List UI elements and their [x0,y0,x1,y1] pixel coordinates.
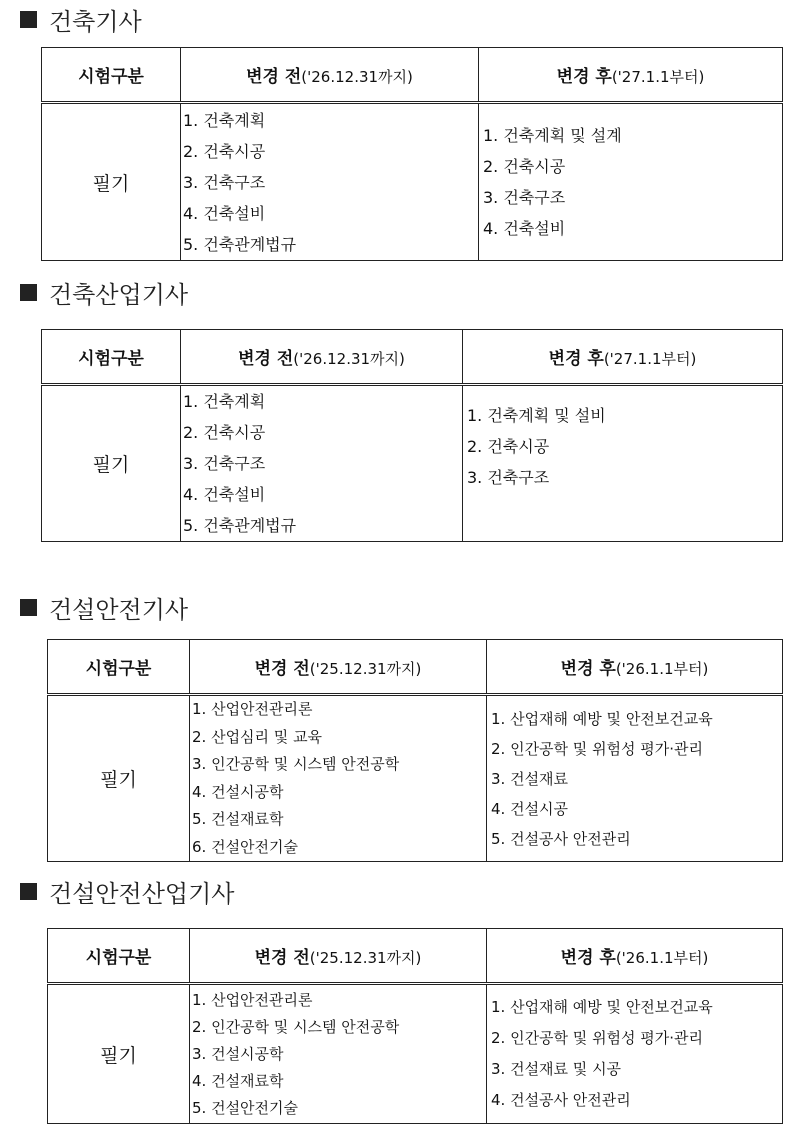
subject-item: 5. 건설안전기술 [192,1098,299,1117]
subject-item: 5. 건설공사 안전관리 [491,829,631,848]
header-before [181,330,463,385]
after-period: ('27.1.1부터) [603,350,697,368]
subject-item: 2. 인간공학 및 위험성 평가·관리 [491,739,704,758]
before-subjects-cell [190,695,487,862]
subject-item: 3. 건축구조 [483,188,566,207]
after-label: 변경 후 [548,349,604,369]
subject-item: 4. 건축설비 [183,203,266,223]
black-square-icon [20,11,37,28]
subject-item: 2. 인간공학 및 시스템 안전공학 [192,1017,400,1036]
exam-change-table [41,329,783,542]
after-label: 변경 후 [560,948,616,968]
subject-item: 6. 건설안전기술 [192,837,299,856]
subject-item: 1. 건축계획 [183,392,266,411]
section-title: 건설안전산업기사 [49,880,235,908]
table-row [48,984,783,1124]
subject-item: 4. 건축설비 [483,219,566,238]
after-label: 변경 후 [560,659,616,679]
subject-item: 4. 건설재료학 [192,1071,284,1090]
section-heading [20,2,142,37]
subject-item: 4. 건설공사 안전관리 [491,1091,631,1109]
section-title: 건축기사 [49,8,142,36]
subject-item: 1. 건축계획 및 설비 [467,406,606,425]
after-period: ('26.1.1부터) [615,949,709,967]
black-square-icon [20,284,37,301]
exam-change-table [47,639,783,862]
subject-item: 1. 산업재해 예방 및 안전보건교육 [491,998,713,1016]
header-exam-type: 시험구분 [42,48,181,103]
subject-item: 4. 건설시공 [491,799,569,818]
subject-item: 3. 건축구조 [183,172,266,192]
section-heading [20,275,188,310]
before-period: ('26.12.31까지) [293,350,405,368]
section-heading [20,874,234,909]
exam-type-cell: 필기 [48,695,190,862]
subject-item: 1. 산업재해 예방 및 안전보건교육 [491,709,713,728]
subject-item: 2. 건축시공 [467,437,550,456]
black-square-icon [20,883,37,900]
header-before [190,640,487,695]
section-title: 건축산업기사 [49,281,189,309]
header-after [487,640,783,695]
after-period: ('26.1.1부터) [615,660,709,678]
subject-item: 1. 건축계획 [183,110,266,130]
header-after [487,929,783,984]
subject-item: 5. 건축관계법규 [183,516,297,535]
subject-item: 2. 산업심리 및 교육 [192,727,323,746]
subject-item: 5. 건축관계법규 [183,234,297,254]
header-before [190,929,487,984]
subject-item: 4. 건설시공학 [192,782,284,801]
exam-type-cell: 필기 [48,984,190,1124]
subject-item: 1. 건축계획 및 설계 [483,126,622,145]
exam-type-cell: 필기 [42,103,181,261]
before-period: ('25.12.31까지) [309,949,422,967]
subject-item: 1. 산업안전관리론 [192,990,313,1009]
exam-change-table [47,928,783,1124]
before-label: 변경 전 [238,349,294,369]
subject-item: 2. 건축시공 [183,141,266,161]
after-subjects-cell [479,103,783,261]
before-label: 변경 전 [254,659,310,679]
subject-item: 4. 건축설비 [183,485,266,504]
before-label: 변경 전 [254,948,310,968]
subject-item: 3. 건설시공학 [192,1044,284,1063]
before-period: ('26.12.31까지) [301,68,413,86]
header-exam-type: 시험구분 [42,330,181,385]
header-exam-type: 시험구분 [48,640,190,695]
table-row [42,385,783,542]
subject-item: 2. 인간공학 및 위험성 평가·관리 [491,1029,704,1047]
subject-item: 3. 인간공학 및 시스템 안전공학 [192,755,400,773]
exam-change-table [41,47,783,261]
exam-type-cell: 필기 [42,385,181,542]
header-after [479,48,783,103]
after-subjects-cell [487,984,783,1124]
header-before [181,48,479,103]
black-square-icon [20,599,37,616]
before-period: ('25.12.31까지) [309,660,422,678]
after-subjects-cell [487,695,783,862]
header-exam-type: 시험구분 [48,929,190,984]
before-label: 변경 전 [246,67,302,87]
subject-item: 5. 건설재료학 [192,810,284,828]
subject-item: 3. 건설재료 [491,769,569,788]
subject-item: 3. 건설재료 및 시공 [491,1060,622,1078]
before-subjects-cell [181,103,479,261]
subject-item: 3. 건축구조 [183,454,266,473]
before-subjects-cell [190,984,487,1124]
subject-item: 1. 산업안전관리론 [192,700,313,718]
section-heading [20,590,188,625]
after-label: 변경 후 [556,67,612,87]
header-after [463,330,783,385]
subject-item: 2. 건축시공 [483,157,566,176]
after-period: ('27.1.1부터) [611,68,705,86]
subject-item: 3. 건축구조 [467,468,550,487]
before-subjects-cell [181,385,463,542]
after-subjects-cell [463,385,783,542]
table-row [42,103,783,261]
table-row [48,695,783,862]
subject-item: 2. 건축시공 [183,423,266,442]
section-title: 건설안전기사 [49,596,189,624]
